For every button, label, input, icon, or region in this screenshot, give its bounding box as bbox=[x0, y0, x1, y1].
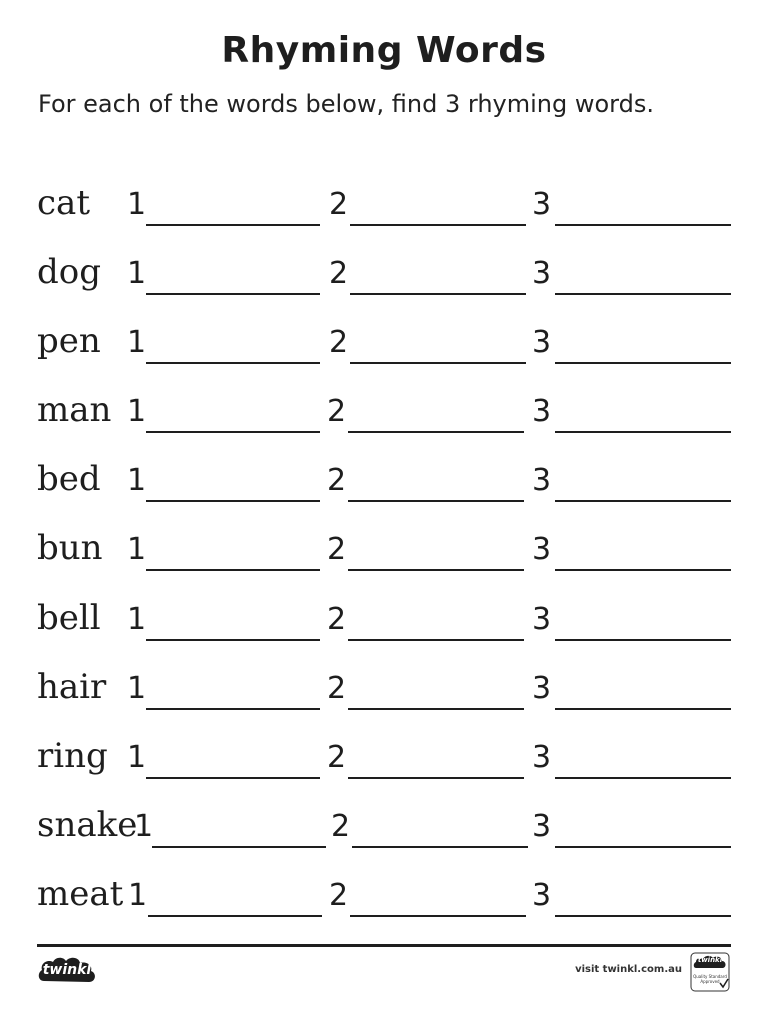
answer-blank-3[interactable] bbox=[555, 708, 731, 710]
answer-blank-1[interactable] bbox=[146, 708, 320, 710]
answer-blank-1[interactable] bbox=[146, 500, 320, 502]
rhyme-row bbox=[0, 525, 768, 575]
answer-blank-3[interactable] bbox=[555, 431, 731, 433]
footer-divider bbox=[37, 944, 731, 947]
answer-blank-2[interactable] bbox=[348, 500, 524, 502]
answer-blank-1[interactable] bbox=[146, 293, 320, 295]
blank-number-3: 3 bbox=[532, 256, 552, 291]
blank-number-2: 2 bbox=[329, 325, 349, 360]
target-word: bell bbox=[37, 598, 101, 638]
answer-blank-2[interactable] bbox=[352, 846, 528, 848]
rhyme-row bbox=[0, 180, 768, 230]
blank-number-2: 2 bbox=[329, 878, 349, 913]
blank-number-1: 1 bbox=[127, 394, 147, 429]
target-word: hair bbox=[37, 667, 107, 707]
blank-number-3: 3 bbox=[532, 809, 552, 844]
blank-number-3: 3 bbox=[532, 671, 552, 706]
blank-number-2: 2 bbox=[327, 671, 347, 706]
target-word: ring bbox=[37, 736, 108, 776]
target-word: dog bbox=[37, 252, 101, 292]
answer-blank-3[interactable] bbox=[555, 846, 731, 848]
target-word: meat bbox=[37, 874, 124, 914]
target-word: pen bbox=[37, 321, 101, 361]
answer-blank-2[interactable] bbox=[348, 777, 524, 779]
answer-blank-2[interactable] bbox=[348, 708, 524, 710]
blank-number-3: 3 bbox=[532, 463, 552, 498]
answer-blank-3[interactable] bbox=[555, 569, 731, 571]
blank-number-2: 2 bbox=[327, 602, 347, 637]
blank-number-3: 3 bbox=[532, 740, 552, 775]
answer-blank-3[interactable] bbox=[555, 293, 731, 295]
answer-blank-2[interactable] bbox=[348, 639, 524, 641]
blank-number-1: 1 bbox=[134, 809, 154, 844]
blank-number-2: 2 bbox=[327, 532, 347, 567]
instructions-text: For each of the words below, find 3 rhyming words. bbox=[38, 90, 654, 118]
blank-number-3: 3 bbox=[532, 602, 552, 637]
rhyme-row bbox=[0, 456, 768, 506]
answer-blank-3[interactable] bbox=[555, 777, 731, 779]
answer-blank-3[interactable] bbox=[555, 915, 731, 917]
blank-number-2: 2 bbox=[329, 256, 349, 291]
blank-number-1: 1 bbox=[127, 671, 147, 706]
blank-number-3: 3 bbox=[532, 878, 552, 913]
rhyme-row bbox=[0, 387, 768, 437]
answer-blank-3[interactable] bbox=[555, 639, 731, 641]
target-word: snake bbox=[37, 805, 138, 845]
answer-blank-3[interactable] bbox=[555, 362, 731, 364]
blank-number-1: 1 bbox=[127, 532, 147, 567]
answer-blank-2[interactable] bbox=[348, 431, 524, 433]
target-word: cat bbox=[37, 183, 90, 223]
rhyme-row bbox=[0, 871, 768, 921]
website-link[interactable]: visit twinkl.com.au bbox=[575, 964, 682, 975]
blank-number-3: 3 bbox=[532, 394, 552, 429]
rhyme-row bbox=[0, 249, 768, 299]
answer-blank-3[interactable] bbox=[555, 224, 731, 226]
target-word: bed bbox=[37, 459, 101, 499]
blank-number-2: 2 bbox=[331, 809, 351, 844]
blank-number-3: 3 bbox=[532, 187, 552, 222]
target-word: man bbox=[37, 390, 112, 430]
target-word: bun bbox=[37, 528, 103, 568]
answer-blank-1[interactable] bbox=[148, 915, 322, 917]
rhyme-row bbox=[0, 733, 768, 783]
answer-blank-2[interactable] bbox=[350, 915, 526, 917]
badge-line-2: Approved bbox=[700, 979, 720, 984]
blank-number-1: 1 bbox=[127, 463, 147, 498]
blank-number-1: 1 bbox=[128, 878, 148, 913]
blank-number-2: 2 bbox=[327, 463, 347, 498]
blank-number-2: 2 bbox=[327, 394, 347, 429]
blank-number-1: 1 bbox=[127, 256, 147, 291]
page-title: Rhyming Words bbox=[221, 30, 547, 71]
answer-blank-1[interactable] bbox=[146, 569, 320, 571]
answer-blank-1[interactable] bbox=[146, 362, 320, 364]
answer-blank-1[interactable] bbox=[146, 777, 320, 779]
quality-standard-badge bbox=[690, 952, 730, 992]
twinkl-logo[interactable] bbox=[36, 953, 98, 989]
answer-blank-2[interactable] bbox=[348, 569, 524, 571]
rhyme-row bbox=[0, 595, 768, 645]
rhyme-row bbox=[0, 318, 768, 368]
answer-blank-1[interactable] bbox=[146, 224, 320, 226]
answer-blank-2[interactable] bbox=[350, 362, 526, 364]
answer-blank-1[interactable] bbox=[146, 639, 320, 641]
blank-number-3: 3 bbox=[532, 325, 552, 360]
badge-line-1: Quality Standard bbox=[693, 974, 727, 979]
answer-blank-1[interactable] bbox=[152, 846, 326, 848]
blank-number-1: 1 bbox=[127, 187, 147, 222]
logo-text: twinkl bbox=[42, 962, 92, 978]
blank-number-1: 1 bbox=[127, 602, 147, 637]
rhyme-row bbox=[0, 802, 768, 852]
answer-blank-2[interactable] bbox=[350, 293, 526, 295]
rhyme-row bbox=[0, 664, 768, 714]
answer-blank-2[interactable] bbox=[350, 224, 526, 226]
blank-number-1: 1 bbox=[127, 325, 147, 360]
badge-logo-text: twinkl bbox=[697, 956, 723, 964]
blank-number-1: 1 bbox=[127, 740, 147, 775]
answer-blank-1[interactable] bbox=[146, 431, 320, 433]
blank-number-2: 2 bbox=[327, 740, 347, 775]
answer-blank-3[interactable] bbox=[555, 500, 731, 502]
blank-number-3: 3 bbox=[532, 532, 552, 567]
blank-number-2: 2 bbox=[329, 187, 349, 222]
